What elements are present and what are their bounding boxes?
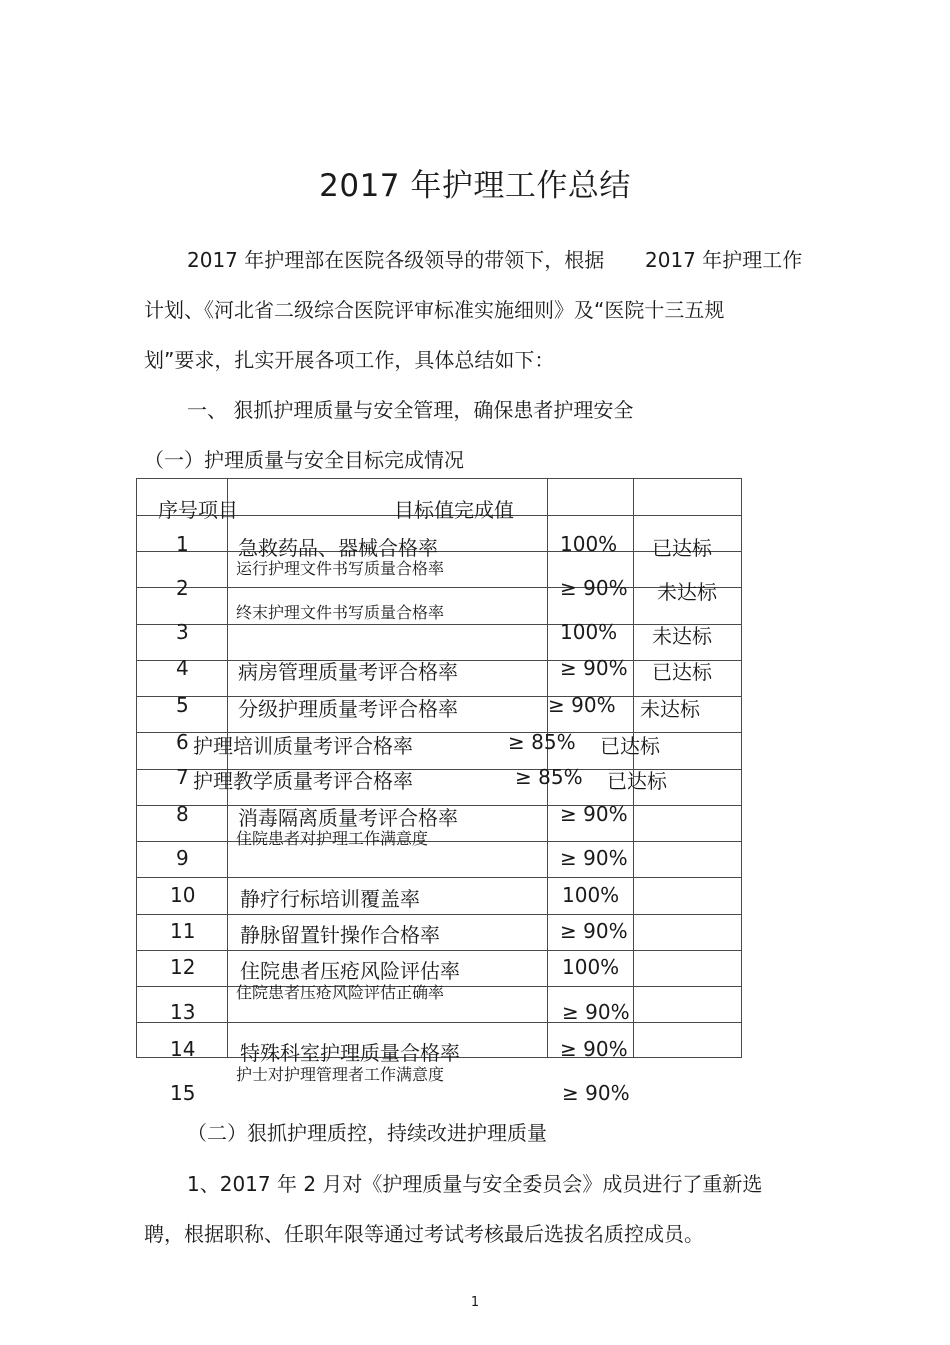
row-item: 住院患者压疮风险评估正确率 xyxy=(236,983,445,1002)
table-header-target-done: 目标值完成值 xyxy=(394,498,514,522)
row-target: ≥ 90% xyxy=(562,1000,630,1024)
row-status: 已达标 xyxy=(652,660,712,684)
page-title: 2017 年护理工作总结 xyxy=(319,168,631,204)
row-item: 住院患者压疮风险评估率 xyxy=(240,959,460,983)
table-divider xyxy=(137,914,741,915)
row-target: ≥ 90% xyxy=(548,693,616,717)
table-divider xyxy=(137,841,741,842)
page-number: 1 xyxy=(470,1295,480,1310)
row-no: 13 xyxy=(170,1000,196,1024)
row-no: 9 xyxy=(176,846,189,870)
table-divider xyxy=(137,950,741,951)
row-no: 4 xyxy=(176,656,189,680)
row-no: 5 xyxy=(176,693,189,717)
row-item: 静脉留置针操作合格率 xyxy=(240,923,440,947)
table-header-no-item: 序号项目 xyxy=(158,498,238,522)
intro-line-3: 划”要求，扎实开展各项工作，具体总结如下： xyxy=(144,348,555,372)
row-target: 100% xyxy=(560,620,618,644)
row-no: 12 xyxy=(170,955,196,979)
row-no: 7 xyxy=(176,765,189,789)
intro-line-1a: 2017 年护理部在医院各级领导的带领下，根据 xyxy=(187,248,605,272)
row-status: 已达标 xyxy=(652,536,712,560)
row-item: 分级护理质量考评合格率 xyxy=(238,697,458,721)
subsection-heading-2: （二）狠抓护理质控，持续改进护理质量 xyxy=(187,1121,547,1145)
row-status: 未达标 xyxy=(640,697,700,721)
table-divider xyxy=(137,624,741,625)
row-item: 护理教学质量考评合格率 xyxy=(193,769,413,793)
row-target: ≥ 90% xyxy=(560,846,628,870)
row-no: 3 xyxy=(176,620,189,644)
row-status: 已达标 xyxy=(600,734,660,758)
row-no: 6 xyxy=(176,730,189,754)
body-paragraph-line-2: 聘，根据职称、任职年限等通过考试考核最后选拔名质控成员。 xyxy=(144,1222,704,1246)
subsection-heading-1: （一）护理质量与安全目标完成情况 xyxy=(144,448,464,472)
intro-line-1b: 2017 年护理工作 xyxy=(645,248,803,272)
row-item: 静疗行标培训覆盖率 xyxy=(240,887,420,911)
row-item: 护士对护理管理者工作满意度 xyxy=(236,1065,445,1084)
row-target: 100% xyxy=(562,883,620,907)
row-target: ≥ 90% xyxy=(560,656,628,680)
row-item: 住院患者对护理工作满意度 xyxy=(236,829,429,848)
body-paragraph-line-1: 1、2017 年 2 月对《护理质量与安全委员会》成员进行了重新选 xyxy=(187,1172,763,1196)
row-no: 14 xyxy=(170,1037,196,1061)
row-target: ≥ 90% xyxy=(560,1037,628,1061)
row-target: 100% xyxy=(560,532,618,556)
table-divider xyxy=(137,1022,741,1023)
row-target: 100% xyxy=(562,955,620,979)
row-no: 10 xyxy=(170,883,196,907)
table-divider xyxy=(137,877,741,878)
row-item: 病房管理质量考评合格率 xyxy=(238,660,458,684)
table-divider xyxy=(137,587,741,588)
row-no: 15 xyxy=(170,1081,196,1105)
row-target: ≥ 85% xyxy=(508,730,576,754)
row-target: ≥ 90% xyxy=(560,576,628,600)
row-no: 8 xyxy=(176,802,189,826)
row-item: 终末护理文件书写质量合格率 xyxy=(236,603,445,622)
row-target: ≥ 85% xyxy=(515,765,583,789)
row-status: 已达标 xyxy=(607,769,667,793)
row-item: 特殊科室护理质量合格率 xyxy=(240,1041,460,1065)
row-no: 1 xyxy=(176,532,189,556)
intro-line-2: 计划、《河北省二级综合医院评审标准实施细则》及“医院十三五规 xyxy=(144,298,725,322)
row-status: 未达标 xyxy=(657,580,717,604)
row-item: 运行护理文件书写质量合格率 xyxy=(236,559,445,578)
table-divider xyxy=(137,551,741,552)
section-heading-1: 一、 狠抓护理质量与安全管理，确保患者护理安全 xyxy=(187,398,634,422)
row-item: 消毒隔离质量考评合格率 xyxy=(238,806,458,830)
row-no: 2 xyxy=(176,576,189,600)
row-status: 未达标 xyxy=(652,624,712,648)
row-item: 护理培训质量考评合格率 xyxy=(193,734,413,758)
row-item: 急救药品、器械合格率 xyxy=(238,536,438,560)
row-target: ≥ 90% xyxy=(562,1081,630,1105)
row-target: ≥ 90% xyxy=(560,919,628,943)
row-target: ≥ 90% xyxy=(560,802,628,826)
row-no: 11 xyxy=(170,919,196,943)
